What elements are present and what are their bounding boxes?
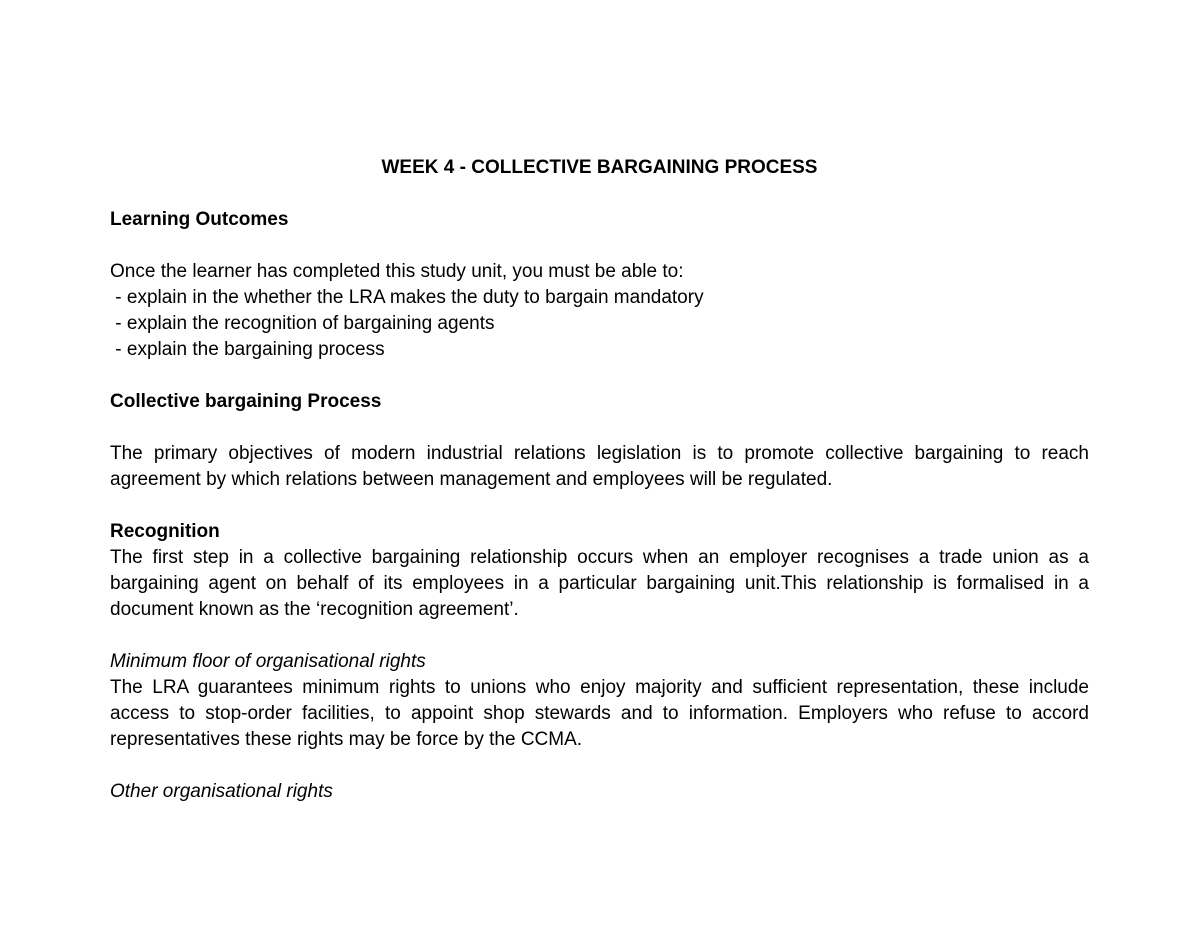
spacer bbox=[110, 363, 1089, 389]
minimum-rights-heading: Minimum floor of organisational rights bbox=[110, 651, 426, 672]
spacer bbox=[110, 181, 1089, 207]
recognition-paragraph: The first step in a collective bargaining relationship occurs when an employer recognises a trade union as a bargaining agent on behalf of its employees in a particular bargaining unit.This relationship is formalised in a document known as the ‘recognition agreement’. bbox=[110, 547, 1089, 620]
learning-outcome-item: - explain the bargaining process bbox=[110, 339, 385, 360]
process-paragraph: The primary objectives of modern industrial relations legislation is to promote collective bargaining to reach agreement by which relations between management and employees will be regulated. bbox=[110, 443, 1089, 490]
document-page bbox=[110, 155, 1089, 805]
spacer bbox=[110, 493, 1089, 519]
process-heading: Collective bargaining Process bbox=[110, 391, 382, 412]
spacer bbox=[110, 753, 1089, 779]
spacer bbox=[110, 415, 1089, 441]
document-title: WEEK 4 - COLLECTIVE BARGAINING PROCESS bbox=[381, 157, 818, 178]
recognition-heading: Recognition bbox=[110, 521, 220, 542]
spacer bbox=[110, 623, 1089, 649]
other-rights-heading: Other organisational rights bbox=[110, 781, 333, 802]
learning-outcome-item: - explain in the whether the LRA makes the duty to bargain mandatory bbox=[110, 287, 704, 308]
learning-outcomes-heading: Learning Outcomes bbox=[110, 209, 289, 230]
learning-outcomes-intro: Once the learner has completed this study unit, you must be able to: bbox=[110, 261, 684, 282]
learning-outcome-item: - explain the recognition of bargaining agents bbox=[110, 313, 495, 334]
minimum-rights-paragraph: The LRA guarantees minimum rights to unions who enjoy majority and sufficient representation, these include access to stop-order facilities, to appoint shop stewards and to information. Employers who refuse to accord representatives these rights may be force by the CCMA. bbox=[110, 677, 1089, 750]
spacer bbox=[110, 233, 1089, 259]
